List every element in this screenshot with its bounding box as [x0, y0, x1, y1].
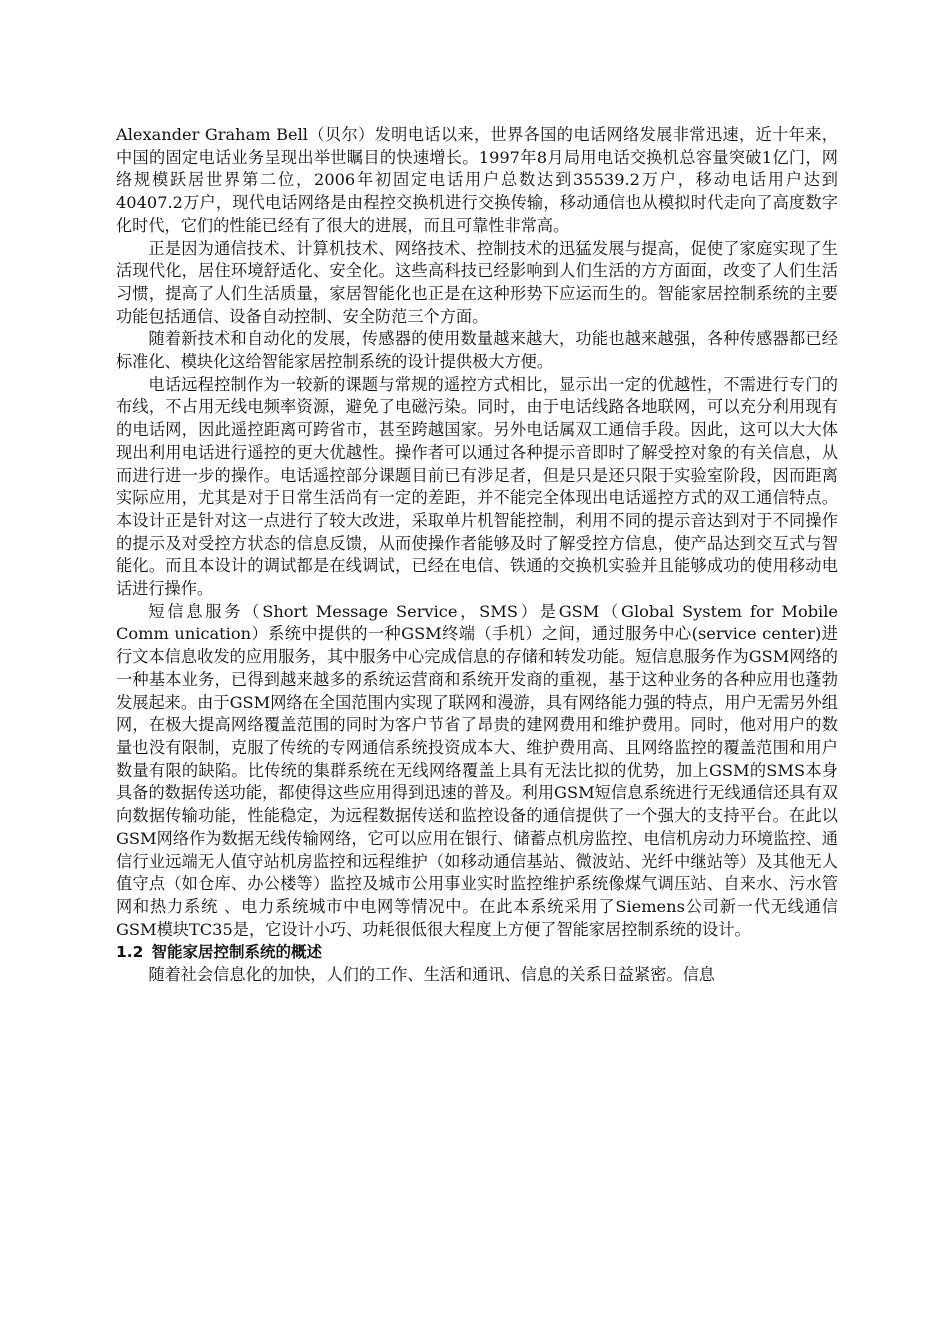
- paragraph-information-society: 随着社会信息化的加快，人们的工作、生活和通讯、信息的关系日益紧密。信息: [148, 965, 715, 985]
- paragraph-smart-home-origin: 正是因为通信技术、计算机技术、网络技术、控制技术的迅猛发展与提高，促使了家庭实现了生活现代化，居住环境舒适化、安全化。这些高科技已经影响到人们生活的方方面面，改变了人们生活习惯，提高了人们生活质量，家居智能化也正是在这种形势下应运而生的。智能家居控制系统的主要功能包括通信、设备自动控制、安全防范三个方面。: [116, 238, 838, 326]
- paragraph-sensors: 随着新技术和自动化的发展，传感器的使用数量越来越大，功能也越来越强，各种传感器都已经标准化、模块化这给智能家居控制系统的设计提供极大方便。: [116, 329, 838, 372]
- paragraph-telephone-remote-control: 电话远程控制作为一较新的课题与常规的遥控方式相比，显示出一定的优越性，不需进行专门的布线，不占用无线电频率资源，避免了电磁污染。同时，由于电话线路各地联网，可以充分利用现有的电话网，因此遥控距离可跨省市，甚至跨越国家。另外电话属双工通信手段。因此，这可以大大体现出利用电话进行遥控的更大优越性。操作者可以通过各种提示音即时了解受控对象的有关信息，从而进行进一步的操作。电话遥控部分课题目前已有涉足者，但是只是还只限于实验室阶段，因而距离实际应用，尤其是对于日常生活尚有一定的差距，并不能完全体现出电话遥控方式的双工通信特点。本设计正是针对这一点进行了较大改进，采取单片机智能控制，利用不同的提示音达到对于不同操作的提示及对受控方状态的信息反馈，从而使操作者能够及时了解受控方信息，使产品达到交互式与智能化。而且本设计的调试都是在线调试，已经在电信、铁通的交换机实验并且能够成功的使用移动电话进行操作。: [116, 374, 838, 599]
- section-number: 1.2: [116, 943, 144, 962]
- section-title: 智能家居控制系统的概述: [151, 943, 322, 962]
- paragraph-bell-telephone-history: Alexander Graham Bell（贝尔）发明电话以来，世界各国的电话网络发展非常迅速，近十年来，中国的固定电话业务呈现出举世瞩目的快速增长。1997年8月局用电话交换机总容量突破1亿门，网络规模跃居世界第二位，2006年初固定电话用户总数达到35539.2万户，移动电话用户达到40407.2万户，现代电话网络是由程控交换机进行交换传输，移动通信也从模拟时代走向了高度数字化时代，它们的性能已经有了很大的进展，而且可靠性非常高。: [116, 125, 838, 235]
- document-page: [116, 124, 838, 987]
- section-heading: [116, 941, 838, 964]
- paragraph-sms-service: 短信息服务（Short Message Service，SMS）是GSM（Global System for Mobile Comm unication）系统中提供的一种GSM终端（手机）之间，通过服务中心(service center)进行文本信息收发的应用服务，其中服务中心完成信息的存储和转发功能。短信息服务作为GSM网络的一种基本业务，已得到越来越多的系统运营商和系统开发商的重视，基于这种业务的各种应用也蓬勃发展起来。由于GSM网络在全国范围内实现了联网和漫游，具有网络能力强的特点，用户无需另外组网，在极大提高网络覆盖范围的同时为客户节省了昂贵的建网费用和维护费用。同时，他对用户的数量也没有限制，克服了传统的专网通信系统投资成本大、维护费用高、且网络监控的覆盖范围和用户数量有限的缺陷。比传统的集群系统在无线网络覆盖上具有无法比拟的优势，加上GSM的SMS本身具备的数据传送功能，都使得这些应用得到迅速的普及。利用GSM短信息系统进行无线通信还具有双向数据传输功能，性能稳定，为远程数据传送和监控设备的通信提供了一个强大的支持平台。在此以GSM网络作为数据无线传输网络，它可以应用在银行、储蓄点机房监控、电信机房动力环境监控、通信行业远端无人值守站机房监控和远程维护（如移动通信基站、微波站、光纤中继站等）及其他无人值守点（如仓库、办公楼等）监控及城市公用事业实时监控维护系统像煤气调压站、自来水、污水管网和热力系统 、电力系统城市中电网等情况中。在此本系统采用了Siemens公司新一代无线通信GSM模块TC35是，它设计小巧、功耗很低很大程度上方便了智能家居控制系统的设计。: [116, 601, 838, 939]
